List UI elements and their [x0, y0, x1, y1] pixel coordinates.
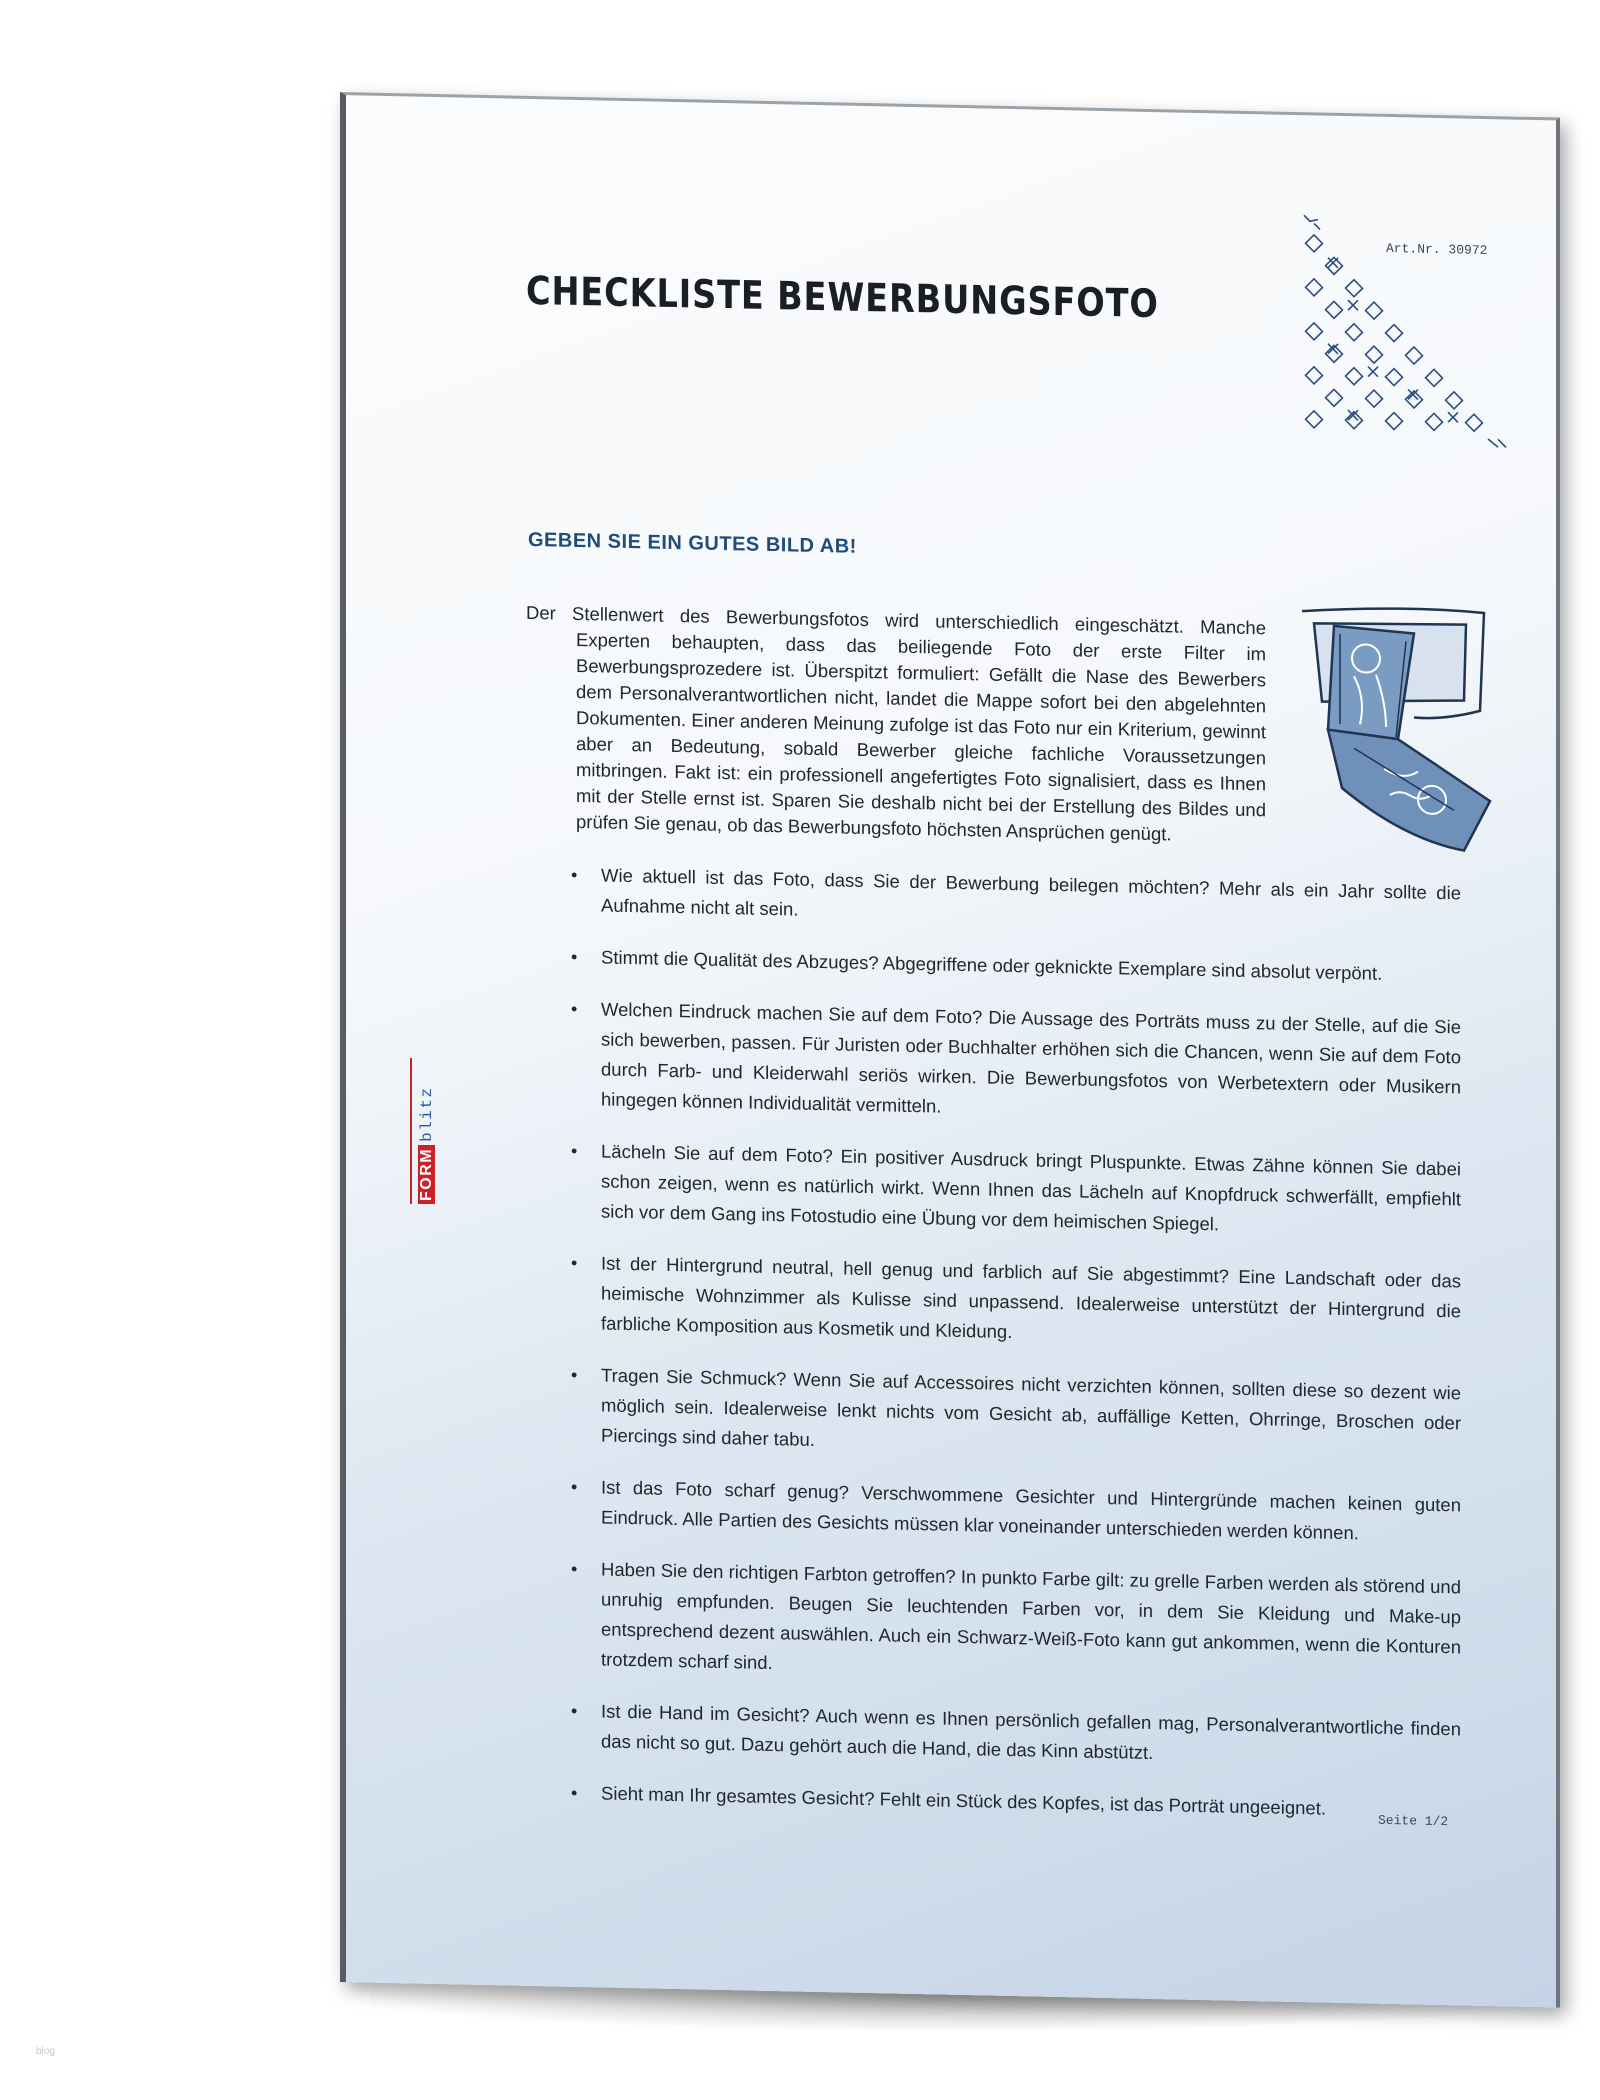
bullet-marker: •: [571, 1364, 578, 1385]
bullet-marker: •: [571, 998, 578, 1019]
list-item-text: Lächeln Sie auf dem Foto? Ein positiver Ausdruck bringt Pluspunkte. Etwas Zähne können Sie dabei schon zeigen, wenn es natürlich wirkt. Wenn Ihnen das Lächeln auf Knopfdruck schwerfällt, empfiehlt sich vor dem Gang ins Fotostudio eine Übung vor dem heimischen Spiegel.: [601, 1140, 1461, 1235]
logo-divider-line: [410, 1058, 412, 1204]
list-item: [571, 1472, 1461, 1551]
watermark: blog: [36, 2046, 55, 2057]
list-item: [571, 1554, 1461, 1693]
bullet-marker: •: [571, 1476, 578, 1497]
bullet-marker: •: [571, 1252, 578, 1273]
document-title: CHECKLISTE BEWERBUNGSFOTO: [526, 268, 1159, 328]
list-item-text: Welchen Eindruck machen Sie auf dem Foto? Die Aussage des Porträts muss zu der Stelle, auf die Sie sich bewerben, passen. Für Juristen oder Buchhalter erhöhen sich die Chancen, wenn Sie auf dem Foto durch Farb- und Kleiderwahl seriös wirken. Die Bewerbungsfotos von Werbetextern oder Musikern hingegen können Individualität vermitteln.: [601, 998, 1461, 1117]
list-item: [571, 994, 1461, 1133]
logo-form: FORM: [418, 1145, 435, 1204]
formblitz-logo: [410, 1058, 436, 1204]
bullet-marker: •: [571, 1558, 578, 1579]
section-heading: GEBEN SIE EIN GUTES BILD AB!: [528, 528, 857, 558]
list-item: [571, 860, 1461, 939]
bullet-marker: •: [571, 946, 578, 967]
checklist: [571, 860, 1461, 1849]
list-item-text: Stimmt die Qualität des Abzuges? Abgegriffene oder geknickte Exemplare sind absolut verpönt.: [601, 946, 1383, 984]
bullet-marker: •: [571, 1782, 578, 1803]
list-item: [571, 1136, 1461, 1245]
photo-strip-illustration: [1294, 597, 1514, 862]
list-item-text: Ist der Hintergrund neutral, hell genug und farblich auf Sie abgestimmt? Eine Landschaft oder das heimische Wohnzimmer als Kulisse sind unpassend. Idealerweise unterstützt der Hintergrund die farbliche Komposition aus Kosmetik und Kleidung.: [601, 1252, 1461, 1343]
list-item: [571, 1778, 1461, 1830]
article-number: Art.Nr. 30972: [1386, 240, 1488, 259]
checkbox-pattern-decoration: [1298, 207, 1518, 462]
bullet-marker: •: [571, 1700, 578, 1721]
page-number: Seite 1/2: [1378, 1812, 1449, 1830]
list-item: [571, 1696, 1461, 1775]
list-item-text: Tragen Sie Schmuck? Wenn Sie auf Accessoires nicht verzichten können, sollten diese so dezent wie möglich sein. Idealerweise lenkt nichts vom Gesicht ab, auffällige Ketten, Ohrringe, Broschen oder Piercings sind daher tabu.: [601, 1364, 1461, 1450]
document-page: [340, 92, 1560, 2008]
bullet-marker: •: [571, 1140, 578, 1161]
logo-blitz: blitz: [418, 1086, 436, 1142]
list-item-text: Wie aktuell ist das Foto, dass Sie der Bewerbung beilegen möchten? Mehr als ein Jahr sollte die Aufnahme nicht alt sein.: [601, 864, 1461, 920]
list-item: [571, 1360, 1461, 1469]
list-item-text: Ist das Foto scharf genug? Verschwommene Gesichter und Hintergründe machen keinen guten Eindruck. Alle Partien des Gesichts müssen klar voneinander unterschieden werden können.: [601, 1476, 1461, 1544]
intro-paragraph: Der Stellenwert des Bewerbungsfotos wird unterschiedlich eingeschätzt. Manche Experten behaupten, dass das beiliegende Foto der erste Filter im Bewerbungsprozedere ist. Überspitzt formuliert: Gefällt die Nase des Bewerbers dem Personalverantwortlichen nicht, landet die Mappe sofort bei den abgelehnten Dokumenten. Einer anderen Meinung zufolge ist das Foto nur ein Kriterium, gewinnt aber an Bedeutung, sobald Bewerber gleiche fachliche Voraussetzungen mitbringen. Fakt ist: ein professionell angefertigtes Foto signalisiert, dass es Ihnen mit der Stelle ernst ist. Sparen Sie deshalb nicht bei der Erstellung des Bildes und prüfen Sie genau, ob das Bewerbungsfoto höchsten Ansprüchen genügt.: [526, 601, 1266, 844]
list-item-text: Sieht man Ihr gesamtes Gesicht? Fehlt ein Stück des Kopfes, ist das Porträt ungeeignet.: [601, 1782, 1326, 1819]
list-item: [571, 942, 1461, 991]
bullet-marker: •: [571, 864, 578, 885]
list-item: [571, 1248, 1461, 1357]
list-item-text: Haben Sie den richtigen Farbton getroffen? In punkto Farbe gilt: zu grelle Farben werden als störend und unruhig empfunden. Beugen Sie leuchtenden Farben vor, in dem Sie Kleidung und Make-up entsprechend dezent auswählen. Auch ein Schwarz-Weiß-Foto kann gut ankommen, wenn die Konturen trotzdem scharf sind.: [601, 1558, 1461, 1674]
logo-text: [418, 1083, 436, 1204]
list-item-text: Ist die Hand im Gesicht? Auch wenn es Ihnen persönlich gefallen mag, Personalverantwortliche finden das nicht so gut. Dazu gehört auch die Hand, die das Kinn abstützt.: [601, 1700, 1461, 1764]
